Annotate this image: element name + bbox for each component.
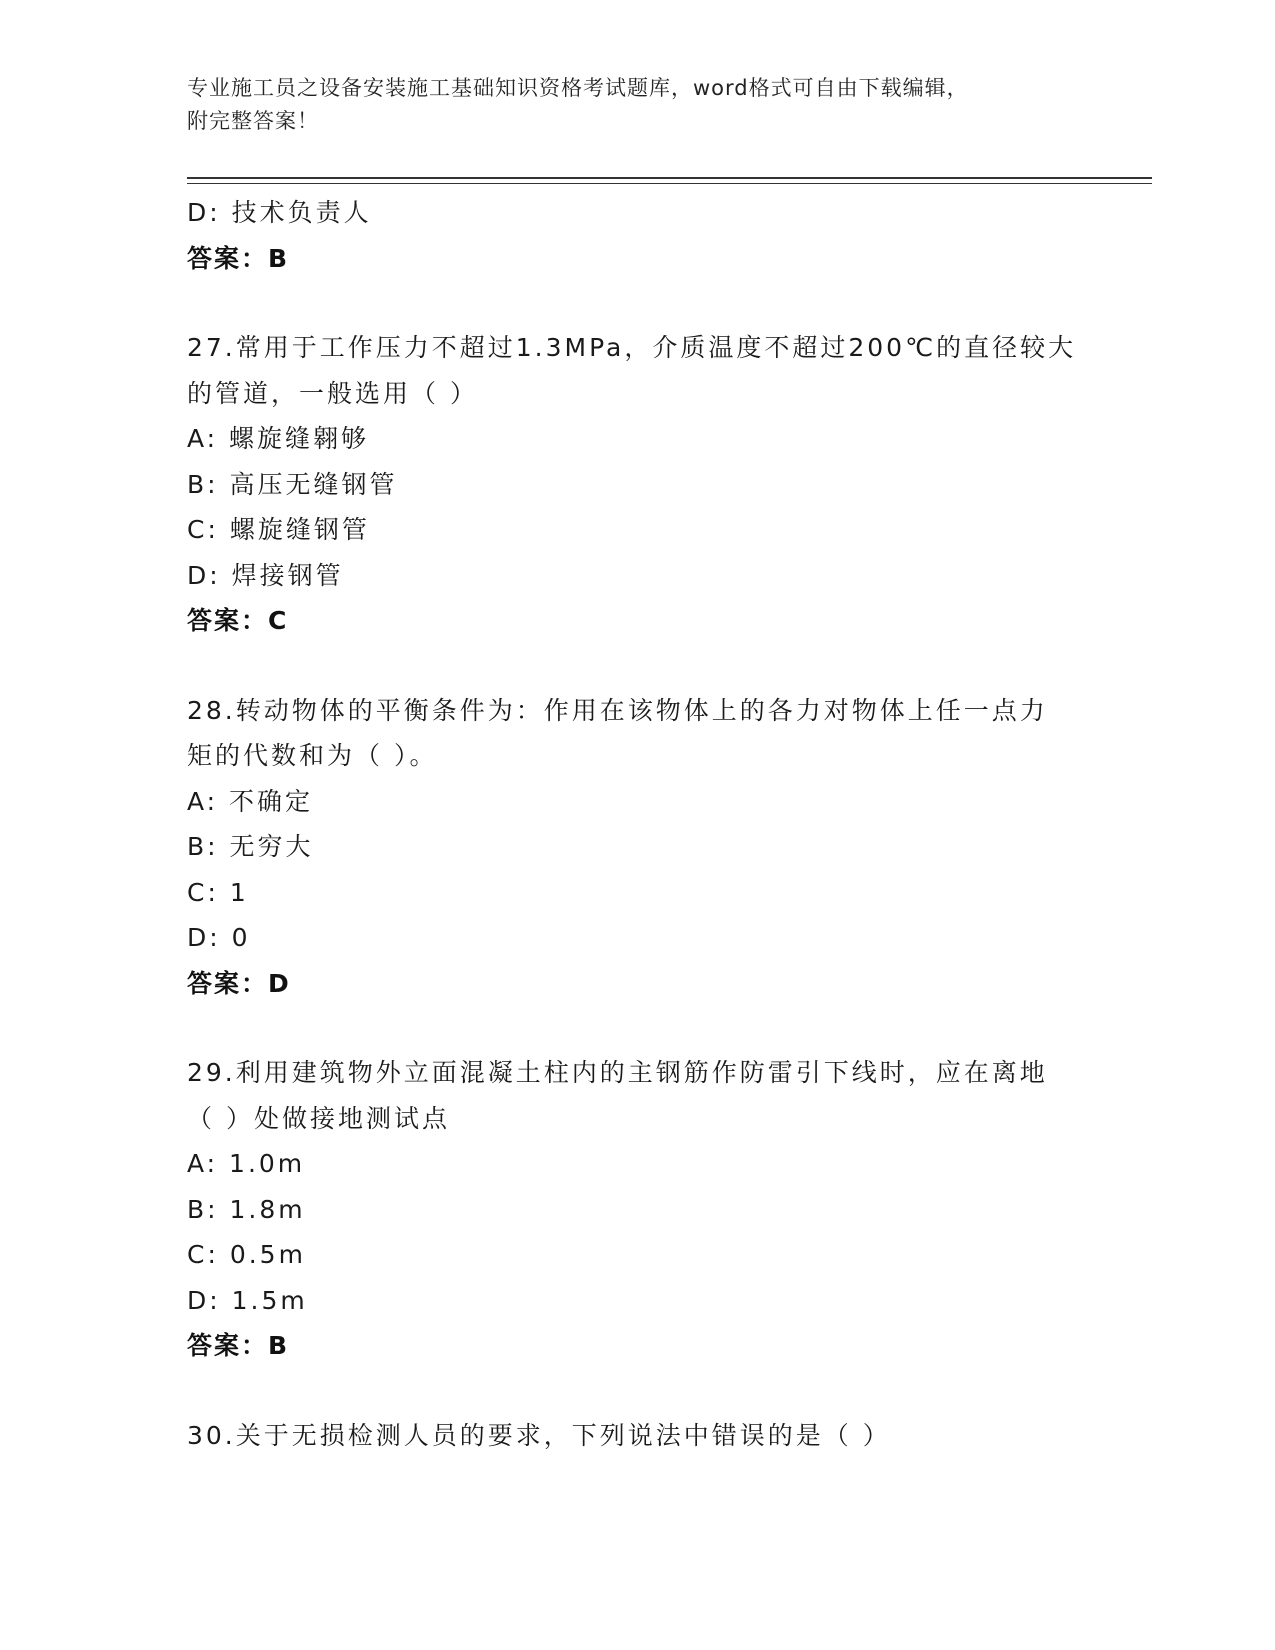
option-b: B: 高压无缝钢管 xyxy=(187,469,398,499)
question-stem: 28.转动物体的平衡条件为：作用在该物体上的各力对物体上任一点力 xyxy=(187,695,1048,725)
option-c: C: 螺旋缝钢管 xyxy=(187,515,370,544)
answer-line: 答案：C xyxy=(187,606,289,635)
question-stem-continued: 的管道，一般选用（ ） xyxy=(187,378,478,408)
question-stem-continued: 矩的代数和为（ ）。 xyxy=(187,741,438,770)
option-d: D: 焊接钢管 xyxy=(187,560,344,590)
option-d: D: 0 xyxy=(187,923,251,952)
answer-line: 答案：B xyxy=(187,243,290,273)
document-header xyxy=(187,72,1067,138)
question-stem: 30.关于无损检测人员的要求，下列说法中错误的是（ ） xyxy=(187,1420,891,1450)
option-c: C: 1 xyxy=(187,877,249,907)
question-27 xyxy=(187,325,1087,644)
option-d: D: 技术负责人 xyxy=(187,198,372,227)
question-28 xyxy=(187,688,1087,1007)
question-spacer xyxy=(187,644,1087,688)
question-stem-continued: （ ）处做接地测试点 xyxy=(187,1103,450,1133)
option-a: A: 1.0m xyxy=(187,1149,306,1178)
option-c: C: 0.5m xyxy=(187,1240,306,1269)
header-line-2: 附完整答案！ xyxy=(187,109,319,133)
question-stem: 27.常用于工作压力不超过1.3MPa，介质温度不超过200℃的直径较大 xyxy=(187,333,1077,362)
answer-line: 答案：B xyxy=(187,1331,290,1360)
question-spacer xyxy=(187,281,1087,325)
header-divider xyxy=(187,177,1152,184)
option-a: A: 螺旋缝翱够 xyxy=(187,424,370,453)
option-b: B: 1.8m xyxy=(187,1194,306,1224)
question-spacer xyxy=(187,1369,1087,1413)
question-stem: 29.利用建筑物外立面混凝土柱内的主钢筋作防雷引下线时，应在离地 xyxy=(187,1058,1048,1087)
option-d: D: 1.5m xyxy=(187,1285,308,1315)
option-a: A: 不确定 xyxy=(187,786,314,816)
option-b: B: 无穷大 xyxy=(187,832,314,861)
previous-question-tail xyxy=(187,190,1087,281)
question-list xyxy=(187,190,1087,1458)
question-30 xyxy=(187,1413,1087,1459)
answer-line: 答案：D xyxy=(187,968,291,998)
question-29 xyxy=(187,1050,1087,1369)
question-spacer xyxy=(187,1006,1087,1050)
header-line-1: 专业施工员之设备安装施工基础知识资格考试题库，word格式可自由下载编辑， xyxy=(187,76,969,100)
